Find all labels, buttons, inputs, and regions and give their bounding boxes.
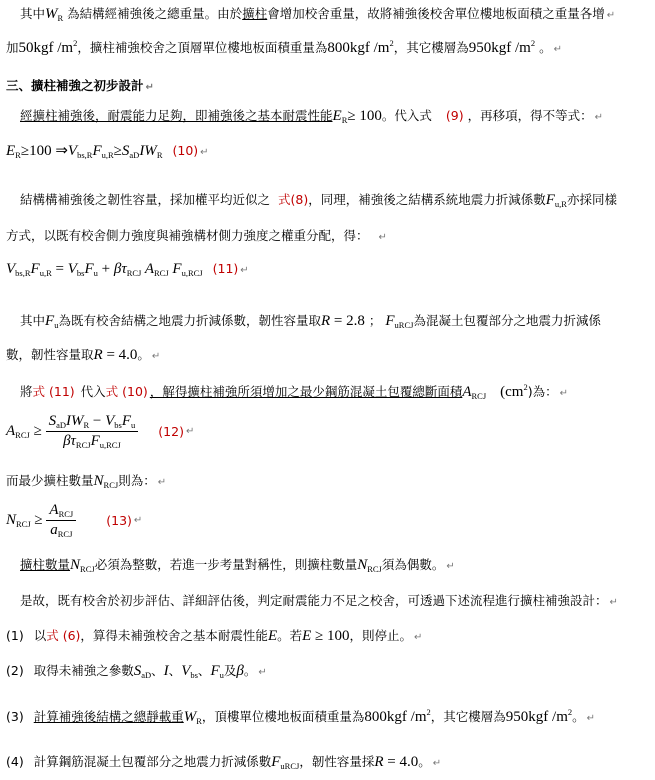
equation-12: $A_{RCJ}$ ≥ $\frac{S_{aD}IW_R - V_{bs}F_u}{\beta\tau_{RCJ}F_{u,RCJ}}$ (12) ↵: [6, 413, 195, 450]
equation-ref: 式 (6): [46, 628, 81, 643]
text: 經擴柱補強後，耐震能力足夠，即補強後之基本耐震性能: [20, 108, 333, 123]
equation-ref: 式 (11): [32, 384, 75, 399]
paragraph-3-line-2: 方式，以既有校舍側力強度與補強構材側力強度之權重分配，得： ↵: [6, 228, 387, 243]
text: 。: [539, 40, 552, 55]
condition: ≥ 100: [347, 108, 382, 124]
weight-800: 800kgf $/m^2$: [327, 38, 394, 56]
text: ；: [368, 313, 382, 328]
equation-tag: (10): [172, 143, 199, 158]
step-number: (1): [6, 628, 24, 643]
text: 為結構經補強後之總重量。由於: [67, 6, 243, 21]
paragraph-7: 擴柱數量$N_{RCJ}$必須為整數，若進一步考量對稱性，則擴柱數量$N_{RCJ}$須為偶數。 ↵: [20, 557, 455, 574]
paragraph-1-line-2: 加50kgf $/m^2$，擴柱補強校舍之頂層單位樓地板面積重量為800kgf $/m^2$，其它樓層為950kgf $/m^2$ 。 ↵: [6, 38, 562, 56]
equation-ref: 式 (10): [105, 384, 148, 399]
paragraph-4-line-2: 數，韌性容量取R = 4.0。 ↵: [6, 347, 161, 363]
text-underlined: 擴柱: [242, 6, 268, 21]
text: 數，韌性容量取: [6, 347, 94, 362]
paragraph-1-line-1: 其中$W_R$ 為結構經補強後之總重量。由於擴柱會增加校舍重量，故將補強後校舍單位樓地板面積之重量各增 ↵: [20, 6, 616, 23]
text: )為：: [527, 384, 558, 399]
text: ，再移項，得不等式：: [467, 108, 593, 123]
equation-tag: (11): [212, 261, 239, 276]
step-2: (2) 取得未補強之參數$S_{aD}$、I、$V_{bs}$、$F_u$及β。 ↵: [6, 663, 267, 680]
paragraph-6: 而最少擴柱數量$N_{RCJ}$則為： ↵: [6, 473, 167, 490]
text: 結構構補強後之韌性容量，採加權平均近似之: [20, 192, 271, 207]
step-number: (3): [6, 709, 24, 724]
text: 加: [6, 40, 19, 55]
text: 亦採同樣: [566, 192, 617, 207]
equation-11: $V_{bs,R}F_{u,R} = V_{bs}F_u + \beta\tau_{RCJ}$ $A_{RCJ}$ $F_{u,RCJ}$ (11) ↵: [6, 261, 249, 278]
section-title: 三、擴柱補強之初步設計 ↵: [6, 78, 154, 93]
text: 會增加校舍重量，故將補強後校舍單位樓地板面積之重量各增: [267, 6, 605, 21]
text: ，擴柱補強校舍之頂層單位樓地板面積重量為: [77, 40, 328, 55]
text: ，其它樓層為: [393, 40, 469, 55]
text: 。代入式: [381, 108, 432, 123]
step-number: (4): [6, 754, 24, 769]
text: 將: [20, 384, 33, 399]
text: 擴柱數量: [20, 557, 71, 572]
text: ，解得擴柱補強所須增加之最少鋼筋混凝土包覆總斷面積: [149, 384, 463, 399]
step-number: (2): [6, 663, 24, 678]
paragraph-3-line-1: 結構構補強後之韌性容量，採加權平均近似之 式(8)，同理，補強後之結構系統地震力折減係數$F_{u,R}$亦採同樣: [20, 192, 617, 209]
equation-10: $E_R\ge 100$ $\Rightarrow V_{bs,R}F_{u,R}\ge S_{aD}IW_R$ (10) ↵: [6, 143, 209, 160]
equation-tag: (12): [158, 424, 184, 439]
text: 其中: [20, 6, 46, 21]
step-3: (3) 計算補強後結構之總靜載重$W_R$，頂樓單位樓地板面積重量為800kgf $/m^2$，其它樓層為950kgf $/m^2$。 ↵: [6, 707, 596, 726]
paragraph-8: 是故，既有校舍於初步評估、詳細評估後，判定耐震能力不足之校舍，可透過下述流程進行擴柱補強設計： ↵: [20, 593, 618, 608]
text: 代入: [80, 384, 106, 399]
text: 其中: [20, 313, 46, 328]
text: 必須為整數，若進一步考量對稱性，則擴柱數量: [94, 557, 358, 572]
equation-13: $N_{RCJ}$ ≥ $\frac{A_{RCJ}}{a_{RCJ}}$ (13) ↵: [6, 502, 143, 539]
text: 為混凝土包覆部分之地震力折減係: [413, 313, 601, 328]
text: 則為：: [118, 473, 156, 488]
equation-tag: (13): [106, 513, 132, 528]
weight-50: 50kgf $/m^2$: [18, 38, 78, 56]
equation-ref: (9): [445, 108, 464, 123]
symbol-E-R: $E_R$: [332, 108, 348, 125]
paragraph-2: 經擴柱補強後，耐震能力足夠，即補強後之基本耐震性能$E_R\ge 100$。代入式 (9) ，再移項，得不等式： ↵: [20, 108, 603, 125]
symbol-W-R: $W_R$: [45, 6, 64, 23]
text: 須為偶數。: [381, 557, 445, 572]
paragraph-4-line-1: 其中$F_u$為既有校舍結構之地震力折減係數，韌性容量取R = 2.8 ； $F_{uRCJ}$為混凝土包覆部分之地震力折減係: [20, 313, 601, 330]
step-4: (4) 計算鋼筋混凝土包覆部分之地震力折減係數$F_{uRCJ}$，韌性容量採R = 4.0。 ↵: [6, 754, 442, 771]
equation-ref: 式(8): [278, 192, 309, 207]
paragraph-5: 將式 (11) 代入式 (10) ，解得擴柱補強所須增加之最少鋼筋混凝土包覆總斷面積$A_{RCJ}$ $(cm^2)$為： ↵: [20, 382, 569, 401]
step-1: (1) 以式 (6)，算得未補強校舍之基本耐震性能E。若E ≥ 100，則停止。 ↵: [6, 628, 423, 644]
text: ，同理，補強後之結構系統地震力折減係數: [308, 192, 546, 207]
weight-950: 950kgf $/m^2$: [468, 38, 536, 56]
text: 為既有校舍結構之地震力折減係數，韌性容量取: [58, 313, 321, 328]
text: 而最少擴柱數量: [6, 473, 94, 488]
text: 。: [137, 347, 150, 362]
text: 方式，以既有校舍側力強度與補強構材側力強度之權重分配，得：: [6, 228, 369, 243]
